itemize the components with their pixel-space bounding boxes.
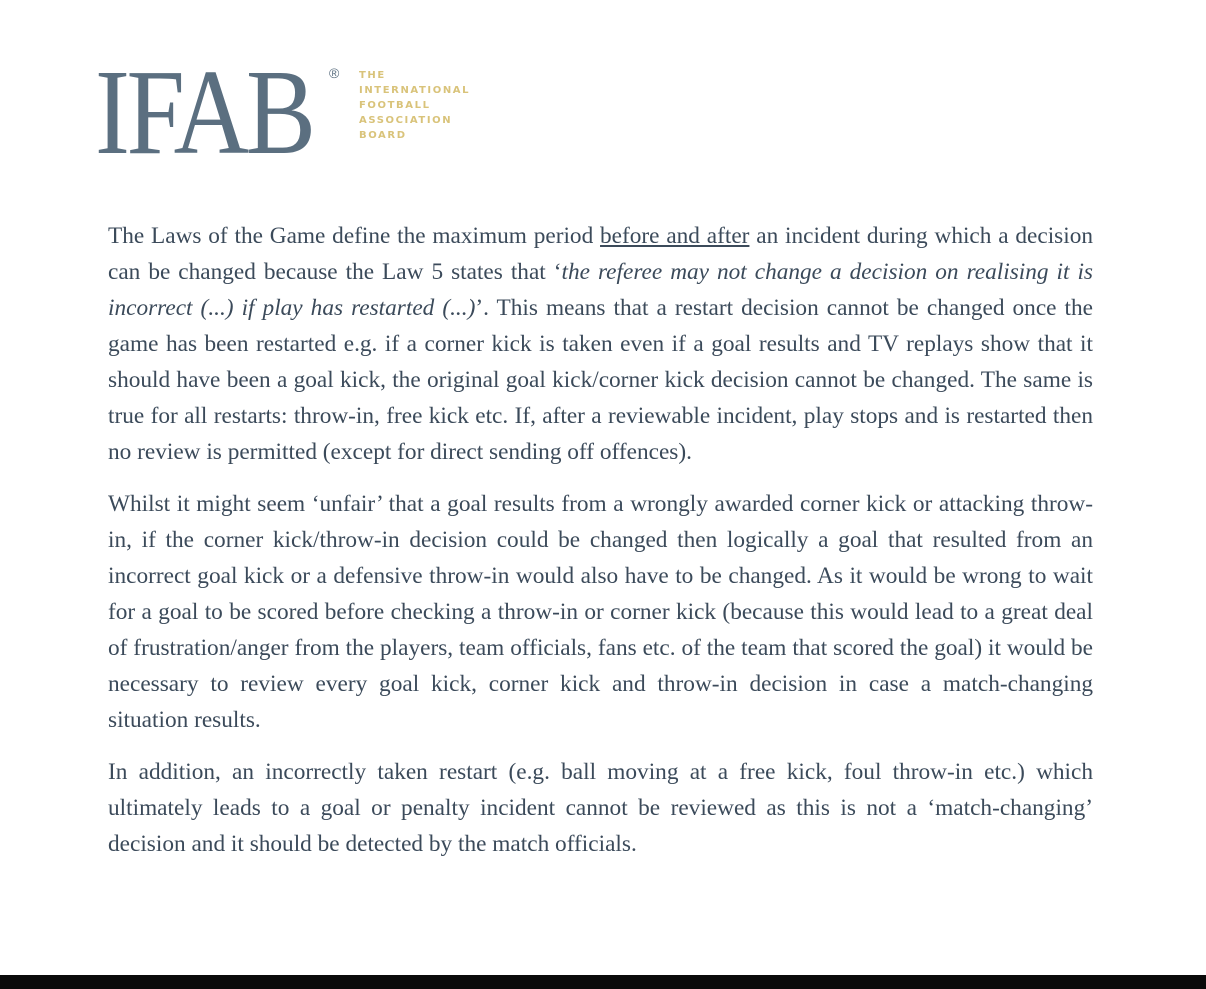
paragraph-1-text: an incident during which a decision can be changed because the Law 5 states that ‘ bbox=[108, 223, 1093, 285]
underlined-phrase: before and after bbox=[600, 223, 750, 249]
paragraph-3: In addition, an incorrectly taken restart (e.g. ball moving at a free kick, foul throw-in etc.) which ultimately leads to a goal or penalty incident cannot be reviewed as this is not a ‘match-changing’ decision and it should be detected by the match officials. bbox=[108, 759, 1093, 857]
logo-subtitle-line: FOOTBALL bbox=[359, 100, 431, 111]
logo-subtitle-line: BOARD bbox=[359, 130, 407, 141]
logo-subtitle-line: INTERNATIONAL bbox=[359, 85, 471, 96]
registered-mark: ® bbox=[329, 65, 340, 81]
logo-wordmark: IFAB bbox=[95, 45, 313, 180]
logo-subtitle bbox=[359, 68, 470, 143]
law-quote: the referee may not change a decision on realising it is incorrect (...) if play has restarted (...) bbox=[108, 259, 1093, 321]
paragraph-1-text: ’. This means that a restart decision cannot be changed once the game has been restarted e.g. if a corner kick is taken even if a goal results and TV replays show that it should have been a goal kick, the original goal kick/corner kick decision cannot be changed. The same is true for all restarts: throw-in, free kick etc. If, after a reviewable incident, play stops and is restarted then no review is permitted (except for direct sending off offences). bbox=[108, 295, 1093, 465]
paragraph-1 bbox=[108, 218, 1093, 470]
bottom-edge-bar bbox=[0, 975, 1206, 989]
paragraph-2: Whilst it might seem ‘unfair’ that a goal results from a wrongly awarded corner kick or attacking throw-in, if the corner kick/throw-in decision could be changed then logically a goal that resulted from an incorrect goal kick or a defensive throw-in would also have to be changed. As it would be wrong to wait for a goal to be scored before checking a throw-in or corner kick (because this would lead to a great deal of frustration/anger from the players, team officials, fans etc. of the team that scored the goal) it would be necessary to review every goal kick, corner kick and throw-in decision in case a match-changing situation results. bbox=[108, 491, 1093, 733]
paragraph-1-text: The Laws of the Game define the maximum period bbox=[108, 223, 601, 249]
logo-subtitle-line: THE bbox=[359, 70, 386, 81]
document-body bbox=[108, 218, 1093, 878]
logo-subtitle-line: ASSOCIATION bbox=[359, 115, 453, 126]
